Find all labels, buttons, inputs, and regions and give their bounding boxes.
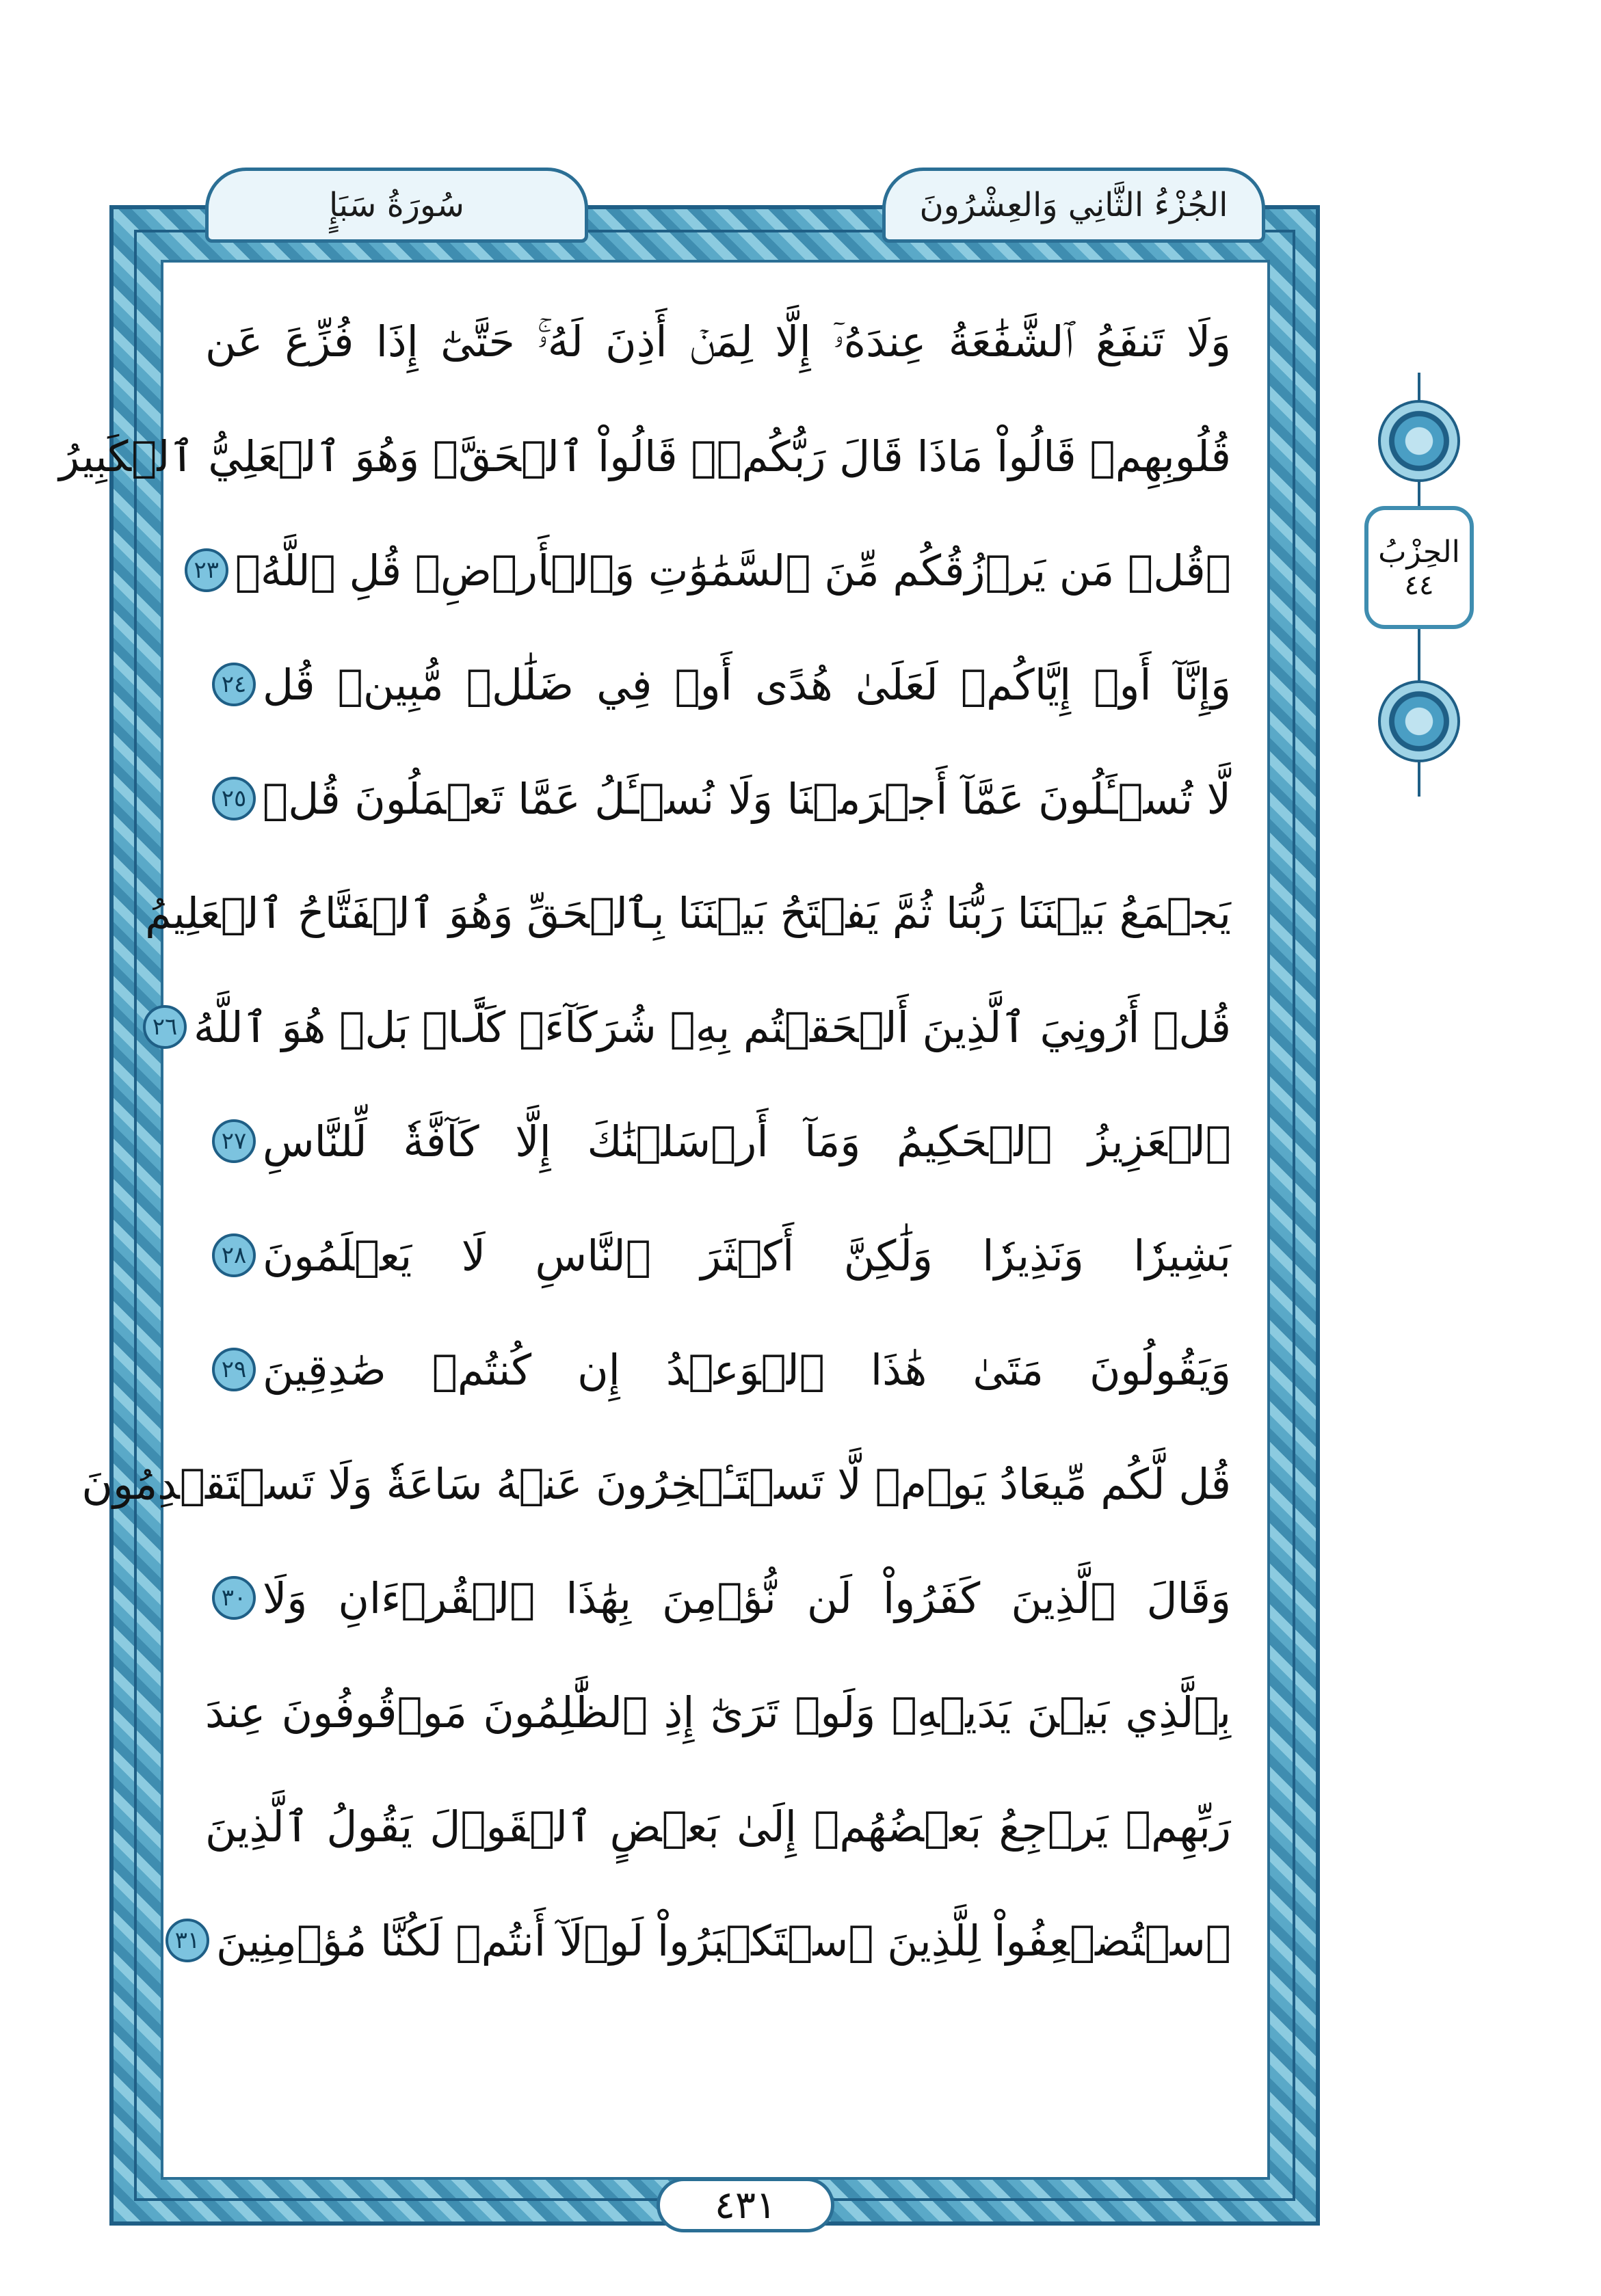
verse-text: ۞قُلۡ مَن يَرۡزُقُكُم مِّنَ ٱلسَّمَٰوَٰتِ وَٱلۡأَرۡضِۖ قُلِ ٱللَّهُۖ xyxy=(235,545,1231,596)
surah-name: سُورَةُ سَبَإٍ xyxy=(329,186,464,224)
hizb-box xyxy=(1364,506,1474,629)
ayah-number-marker: ٢٥ xyxy=(212,777,256,820)
ayah-number-marker: ٢٦ xyxy=(143,1005,187,1049)
verse-text: وَإِنَّآ أَوۡ إِيَّاكُمۡ لَعَلَىٰ هُدًى أَوۡ فِي ضَلَٰلٖ مُّبِينٖ قُل xyxy=(263,659,1231,710)
juz-name-header xyxy=(882,168,1265,243)
verse-line xyxy=(194,522,1231,618)
hizb-number: ٤٤ xyxy=(1404,569,1434,601)
ayah-number-marker: ٣١ xyxy=(166,1919,209,1962)
verse-line xyxy=(174,1893,1231,1988)
ayah-number-marker: ٣٠ xyxy=(212,1576,256,1620)
page-number: ٤٣١ xyxy=(714,2182,777,2228)
verse-line xyxy=(59,408,1231,504)
verse-text: بِٱلَّذِي بَيۡنَ يَدَيۡهِۗ وَلَوۡ تَرَىٰٓ إِذِ ٱلظَّٰلِمُونَ مَوۡقُوفُونَ عِندَ xyxy=(205,1687,1231,1737)
verse-text: ٱلۡعَزِيزُ ٱلۡحَكِيمُ وَمَآ أَرۡسَلۡنَٰكَ إِلَّا كَآفَّةٗ لِّلنَّاسِ xyxy=(263,1116,1231,1166)
ayah-number-marker: ٢٧ xyxy=(212,1119,256,1163)
verse-text: يَجۡمَعُ بَيۡنَنَا رَبُّنَا ثُمَّ يَفۡتَحُ بَيۡنَنَا بِٱلۡحَقِّ وَهُوَ ٱلۡفَتَّاحُ ٱلۡعَلِيمُ xyxy=(145,887,1231,938)
verse-text: قُلۡ أَرُونِيَ ٱلَّذِينَ أَلۡحَقۡتُم بِهِۦ شُرَكَآءَۖ كَلَّاۚ بَلۡ هُوَ ٱللَّهُ xyxy=(193,1002,1231,1052)
verse-text: رَبِّهِمۡ يَرۡجِعُ بَعۡضُهُمۡ إِلَىٰ بَعۡضٍ ٱلۡقَوۡلَ يَقُولُ ٱلَّذِينَ xyxy=(205,1801,1231,1852)
verse-text: قُل لَّكُم مِّيعَادُ يَوۡمٖ لَّا تَسۡتَـٔۡخِرُونَ عَنۡهُ سَاعَةٗ وَلَا تَسۡتَقۡدِمُونَ xyxy=(81,1458,1231,1509)
verse-line xyxy=(205,1550,1231,1646)
verse-line xyxy=(145,865,1231,961)
verse-line xyxy=(81,1436,1231,1532)
verse-line xyxy=(205,1778,1231,1874)
ayah-number-marker: ٢٤ xyxy=(212,663,256,706)
surah-name-header xyxy=(205,168,588,243)
hizb-label: الحِزْبُ xyxy=(1378,534,1460,570)
verse-text: قُلُوبِهِمۡ قَالُواْ مَاذَا قَالَ رَبُّكُمۡۖ قَالُواْ ٱلۡحَقَّۖ وَهُوَ ٱلۡعَلِيُّ ٱلۡكَبِيرُ xyxy=(59,431,1231,481)
ayah-number-marker: ٢٩ xyxy=(212,1348,256,1391)
verse-line xyxy=(152,979,1231,1075)
verse-text: وَلَا تَنفَعُ ٱلشَّفَٰعَةُ عِندَهُۥٓ إِلَّا لِمَنۡ أَذِنَ لَهُۥۚ حَتَّىٰٓ إِذَا فُزِّعَ عَن xyxy=(205,317,1231,366)
juz-name: الجُزْءُ الثَّانِي وَالعِشْرُونَ xyxy=(919,186,1228,224)
verse-text: وَقَالَ ٱلَّذِينَ كَفَرُواْ لَن نُّؤۡمِنَ بِهَٰذَا ٱلۡقُرۡءَانِ وَلَا xyxy=(263,1573,1231,1623)
verse-line xyxy=(205,1207,1231,1303)
ayah-number-marker: ٢٨ xyxy=(212,1233,256,1277)
verse-line xyxy=(205,1664,1231,1760)
verse-line xyxy=(205,751,1231,846)
medallion-icon xyxy=(1378,400,1460,482)
verse-text: لَّا تُسۡـَٔلُونَ عَمَّآ أَجۡرَمۡنَا وَلَا نُسۡـَٔلُ عَمَّا تَعۡمَلُونَ قُلۡ xyxy=(263,773,1231,824)
verse-line xyxy=(205,1322,1231,1417)
verse-text: بَشِيرٗا وَنَذِيرٗا وَلَٰكِنَّ أَكۡثَرَ ٱلنَّاسِ لَا يَعۡلَمُونَ xyxy=(263,1230,1231,1281)
page-number-badge xyxy=(657,2178,834,2232)
medallion-icon xyxy=(1378,680,1460,762)
verse-line xyxy=(205,294,1231,390)
verse-text: ٱسۡتُضۡعِفُواْ لِلَّذِينَ ٱسۡتَكۡبَرُواْ لَوۡلَآ أَنتُمۡ لَكُنَّا مُؤۡمِنِينَ xyxy=(216,1915,1231,1966)
ayah-number-marker: ٢٣ xyxy=(185,548,228,592)
verse-text: وَيَقُولُونَ مَتَىٰ هَٰذَا ٱلۡوَعۡدُ إِن كُنتُمۡ صَٰدِقِينَ xyxy=(263,1344,1231,1395)
verse-line xyxy=(205,1093,1231,1189)
verse-line xyxy=(205,637,1231,732)
hizb-marker xyxy=(1364,373,1474,797)
